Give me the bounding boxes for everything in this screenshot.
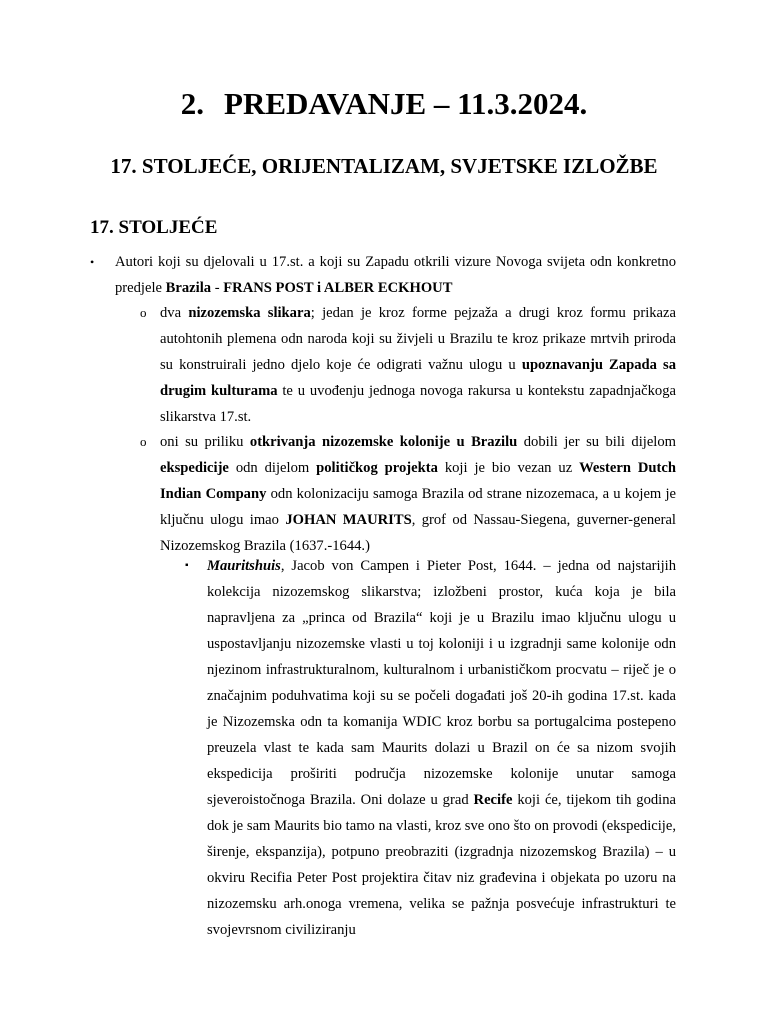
paragraph-authors: Autori koji su djelovali u 17.st. a koji su Zapadu otkrili vizure Novoga svijeta odn konkretno predjele Brazila - FRANS POST i ALBER ECKHOUT bbox=[115, 254, 676, 296]
paragraph-mauritshuis: Mauritshuis, Jacob von Campen i Pieter Post, 1644. – jedna od najstarijih kolekcija nizozemskog slikarstva; izložbeni prostor, kuća koja je bila napravljena za „princa od Brazila“ koji je u Brazilu imao ključnu ulogu u uspostavljanju nizozemske vlasti u toj koloniji i u izgradnji same kolonije odn njezinom infrastrukturalnom, kulturalnom i urbanističkom procvatu – riječ je o značajnim poduhvatima koji su se počeli događati još 20-ih godina 17.st. kada je Nizozemska odn ta komanija WDIC kroz borbu sa portugalcima postepeno preuzela vlast te kada sam Maurits dolazi u Brazil on će sa nizom svojih ekspedicija proširiti područja nizozemske kolonije unutar samoga sjeveroistočnoga Brazila. Oni dolaze u grad Recife koji će, tijekom tih godina dok je sam Maurits bio tamo na vlasti, kroz sve ono što on provodi (ekspedicije, širenje, ekspanzija), potpuno preobraziti (izgradnja nizozemskog Brazila) – u okviru Recifia Peter Post projektira čitav niz građevina i objekata po uzoru na nizozemsku arh.onoga vremena, velika se pažnja posvećuje infrastrukturi te svojevrsnom civiliziranju bbox=[207, 558, 676, 938]
title-number: 2. bbox=[180, 86, 205, 121]
bullet-level2-marker: o bbox=[140, 305, 147, 320]
title-text: PREDAVANJE – 11.3.2024. bbox=[224, 86, 588, 121]
paragraph-colony-discovery: oni su priliku otkrivanja nizozemske kolonije u Brazilu dobili jer su bili dijelom ekspedicije odn dijelom političkog projekta koji je bio vezan uz Western Dutch Indian Company odn kolonizaciju samoga Brazila od strane nizozemaca, a u kojem je ključnu ulogu imao JOHAN MAURITS, grof od Nassau-Siegena, guverner-general Nizozemskog Brazila (1637.-1644.) bbox=[160, 434, 677, 554]
document-subtitle: 17. STOLJEĆE, ORIJENTALIZAM, SVJETSKE IZLOŽBE bbox=[110, 154, 658, 178]
section-heading: 17. STOLJEĆE bbox=[90, 217, 218, 238]
paragraph-dutch-painters: dva nizozemska slikara; jedan je kroz forme pejzaža a drugi kroz formu prikaza autohtonih plemena odn naroda koji su živjeli u Brazilu te kroz prikaze mrtvih priroda su konstruirali jedno djelo koje će odigrati važnu ulogu u upoznavanju Zapada sa drugim kulturama te u uvođenju jednoga novoga rakursa u kontekstu zapadnjačkoga slikarstva 17.st. bbox=[160, 305, 676, 425]
bullet-level3-marker: ▪ bbox=[185, 560, 189, 571]
page-title bbox=[0, 82, 768, 126]
bullet-level2-marker: o bbox=[140, 434, 147, 449]
bullet-level1-marker: • bbox=[90, 255, 95, 269]
